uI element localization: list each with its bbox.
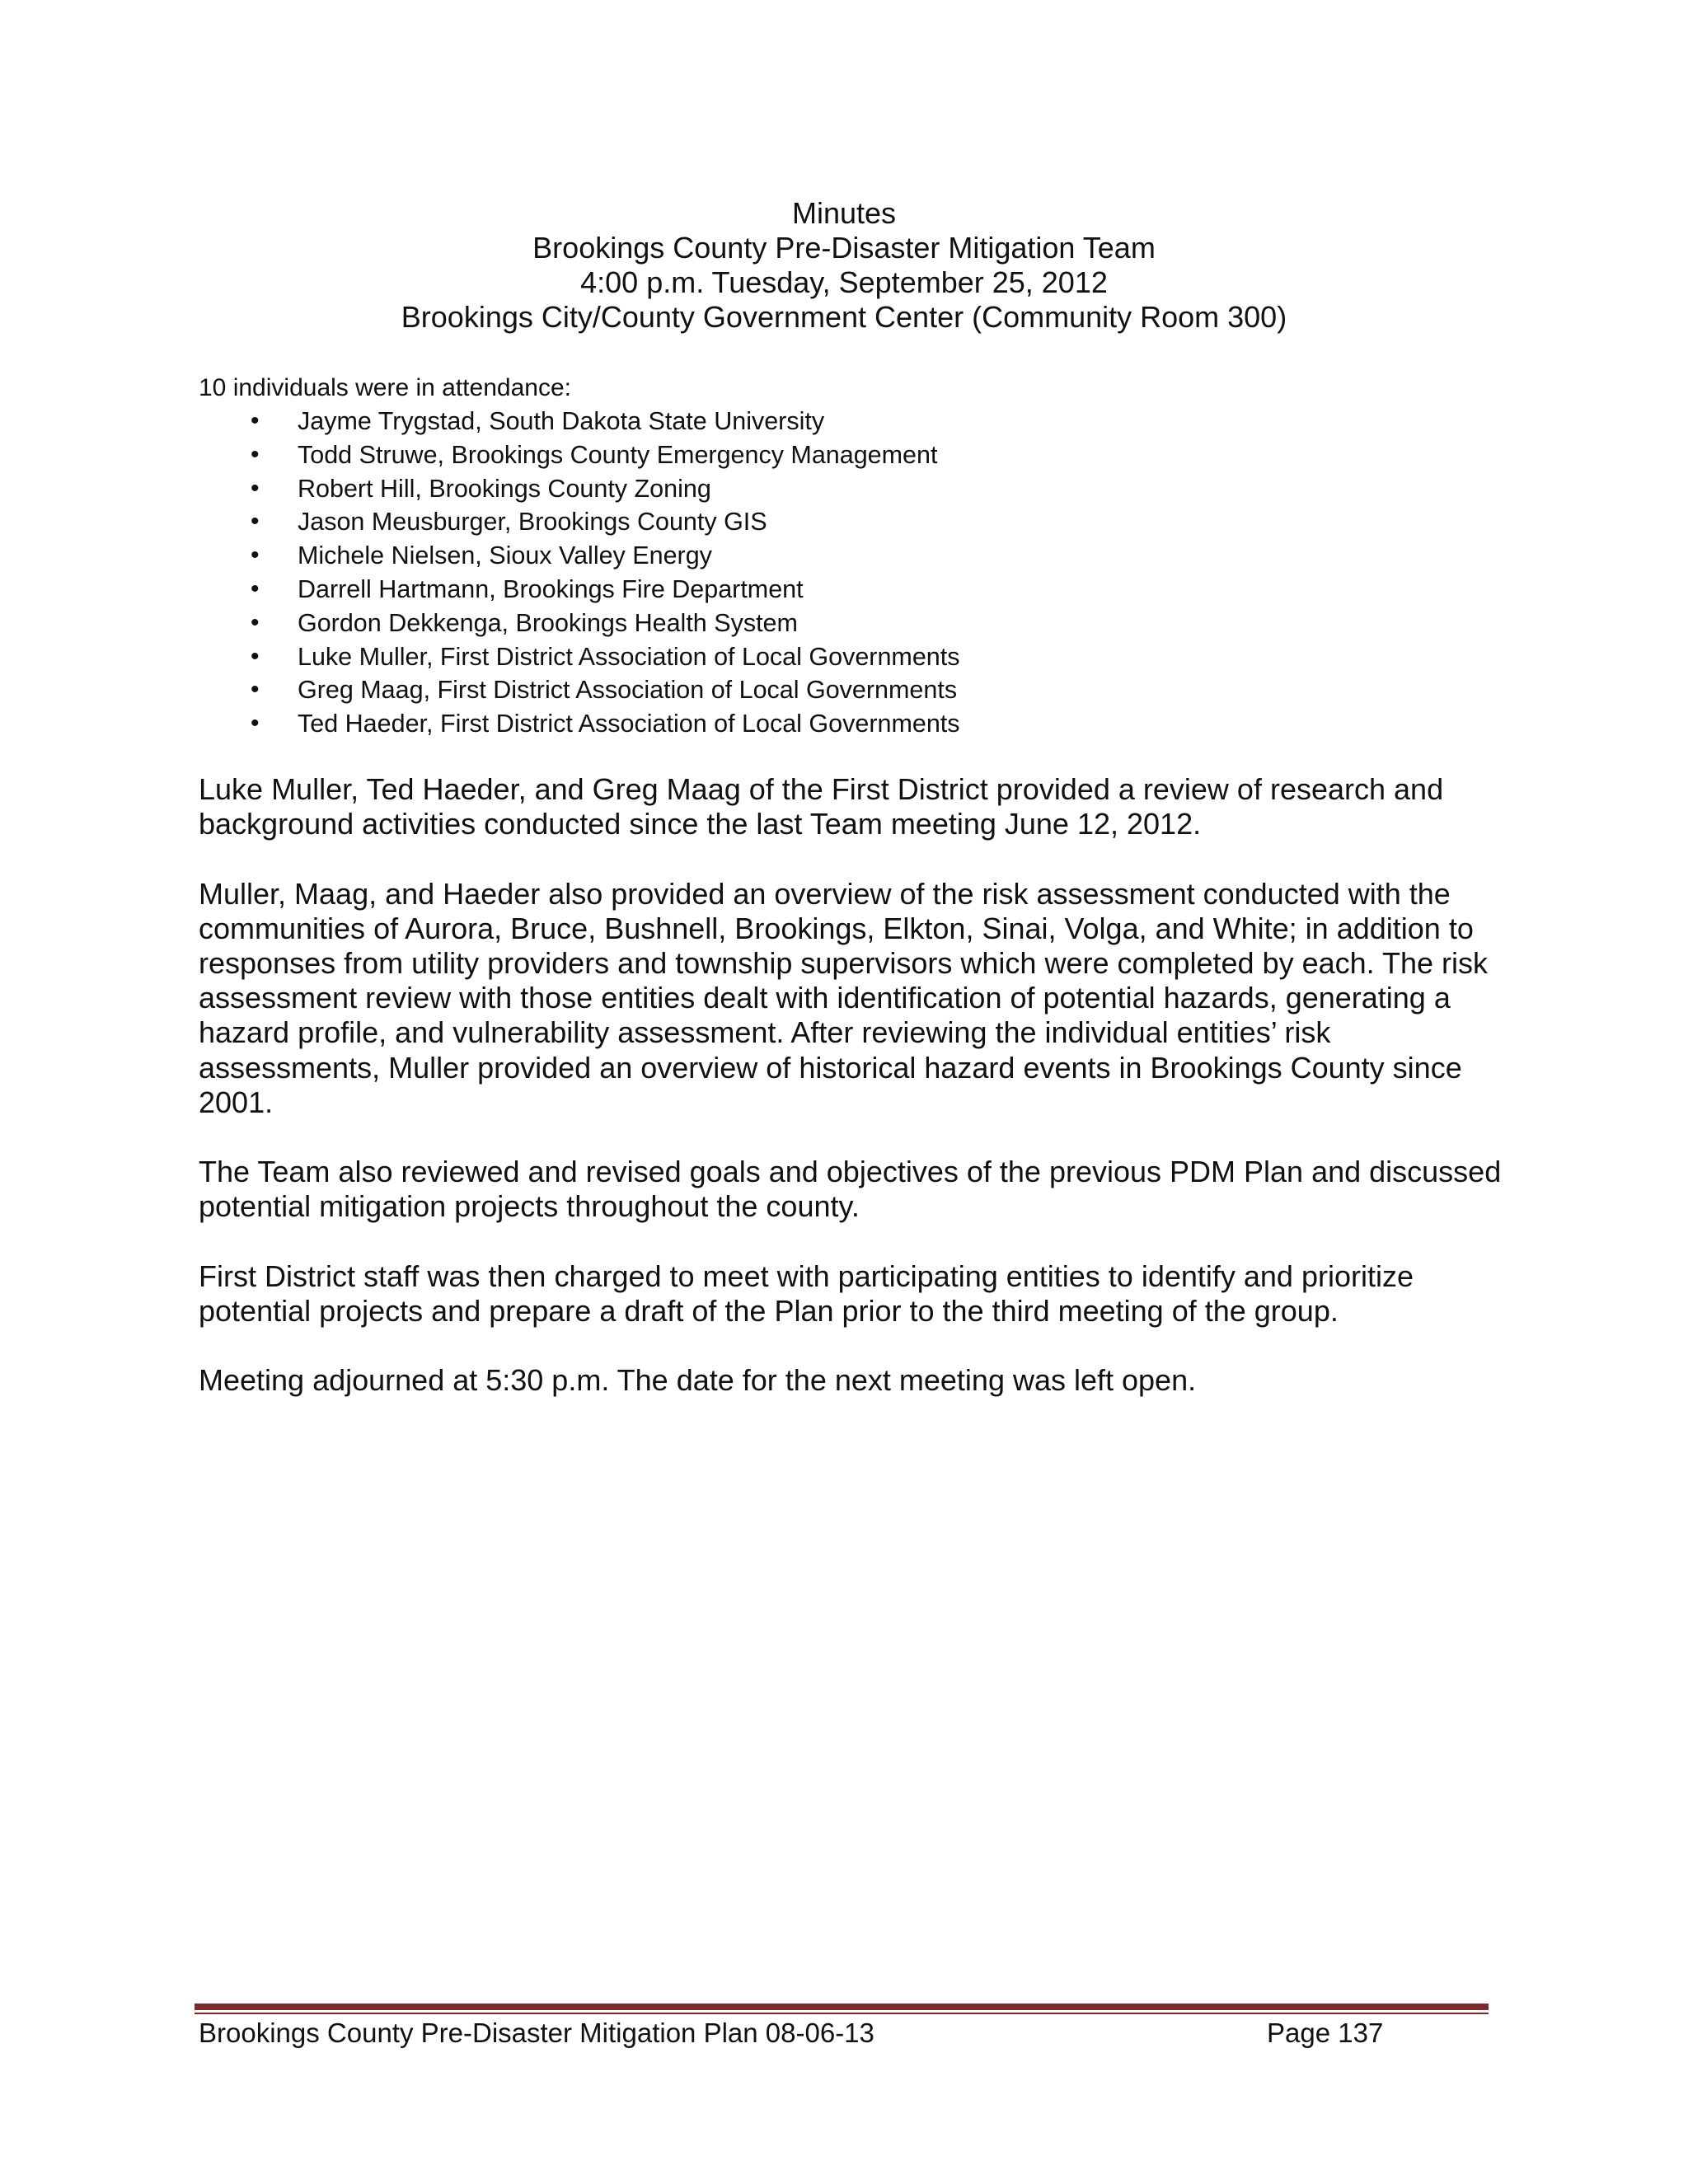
bullet-icon: • [251,440,260,468]
bullet-icon: • [251,508,260,536]
attendee-name: Greg Maag, First District Association of Local Governments [298,676,958,705]
body-paragraph: Meeting adjourned at 5:30 p.m. The date for the next meeting was left open. [199,1363,1197,1398]
attendee-name: Todd Struwe, Brookings County Emergency Management [298,440,938,469]
attendee-list-item [199,472,1484,506]
body-paragraph: Luke Muller, Ted Haeder, and Greg Maag of the First District provided a review of research and background activities conducted since the last Team meeting June 12, 2012. [199,772,1444,841]
bullet-icon: • [251,541,260,569]
bullet-icon: • [251,710,260,738]
minutes-header [0,196,1688,335]
attendee-list-item [199,707,1484,741]
attendee-list-item [199,405,1484,438]
attendee-name: Jayme Trygstad, South Dakota State University [298,407,825,435]
attendee-list-item [199,505,1484,539]
body-paragraph: First District staff was then charged to meet with participating entities to identify and prioritize potential projects and prepare a draft of the Plan prior to the third meeting of the group. [199,1258,1414,1328]
attendee-list-item [199,607,1484,640]
attendee-name: Jason Meusburger, Brookings County GIS [298,508,767,537]
bullet-icon: • [251,642,260,670]
header-datetime: 4:00 p.m. Tuesday, September 25, 2012 [580,265,1108,299]
attendee-list-item [199,573,1484,607]
header-location: Brookings City/County Government Center (Community Room 300) [401,300,1287,334]
header-team-name: Brookings County Pre-Disaster Mitigation Team [532,231,1156,265]
body-paragraph: The Team also reviewed and revised goals and objectives of the previous PDM Plan and discussed potential mitigation projects throughout the county. [199,1155,1502,1224]
attendance-section [199,371,1484,741]
attendee-name: Luke Muller, First District Association of Local Governments [298,642,960,671]
attendee-name: Darrell Hartmann, Brookings Fire Department [298,574,804,603]
bullet-icon: • [251,574,260,602]
attendance-intro: 10 individuals were in attendance: [199,374,571,401]
bullet-icon: • [251,676,260,704]
bullet-icon: • [251,608,260,636]
attendee-list [199,405,1484,741]
attendee-name: Robert Hill, Brookings County Zoning [298,474,711,503]
attendee-list-item [199,539,1484,573]
attendee-name: Ted Haeder, First District Association of Local Governments [298,710,960,738]
bullet-icon: • [251,407,260,434]
body-paragraph: Muller, Maag, and Haeder also provided an overview of the risk assessment conducted with the communities of Aurora, Bruce, Bushnell, Brookings, Elkton, Sinai, Volga, and White; in addition to responses from utility providers and township supervisors which were completed by each. The risk assessment review with those entities dealt with identification of potential hazards, generating a hazard profile, and vulnerability assessment. After reviewing the individual entities’ risk assessments, Muller provided an overview of historical hazard events in Brookings County since 2001. [199,876,1489,1119]
attendee-name: Gordon Dekkenga, Brookings Health System [298,608,798,637]
footer-page-number: Page 137 [1267,2018,1384,2048]
bullet-icon: • [251,474,260,502]
footer-rule-thick [195,2004,1489,2010]
footer-plan-title: Brookings County Pre-Disaster Mitigation Plan 08-06-13 [199,2018,874,2048]
attendee-list-item [199,673,1484,707]
minutes-body [199,772,1509,1433]
attendee-name: Michele Nielsen, Sioux Valley Energy [298,541,712,570]
attendee-list-item [199,640,1484,674]
footer-rule [195,2004,1489,2015]
footer-rule-thin [195,2013,1489,2014]
attendee-list-item [199,438,1484,472]
header-title: Minutes [791,196,897,230]
